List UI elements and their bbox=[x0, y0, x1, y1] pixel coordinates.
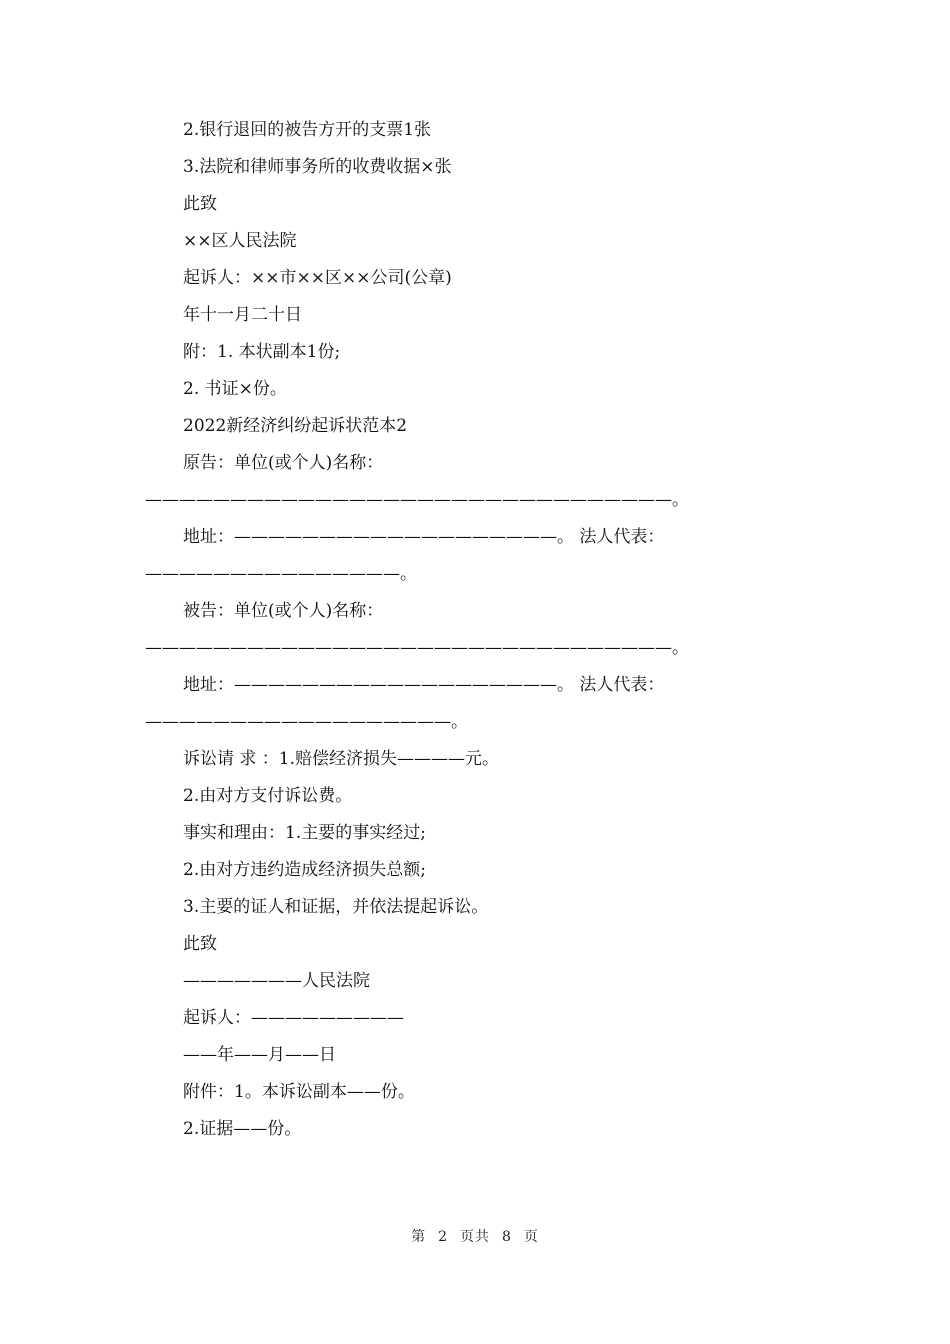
defendant-name-field: 被告：单位(或个人)名称：———————————————————————————————。 bbox=[145, 601, 689, 658]
attachment-line-3: 3.法院和律师事务所的收费收据×张 bbox=[183, 157, 452, 177]
facts-line-2: 2.由对方违约造成经济损失总额; bbox=[183, 860, 426, 880]
attachment-blank-1: 附件：1。本诉讼副本——份。 bbox=[183, 1082, 415, 1102]
court-name: ××区人民法院 bbox=[183, 231, 297, 251]
claim-line-1: 诉讼请 求 ：1.赔偿经济损失————元。 bbox=[183, 749, 500, 769]
claim-line-2: 2.由对方支付诉讼费。 bbox=[183, 786, 353, 806]
document-body bbox=[145, 112, 810, 1148]
page-footer bbox=[0, 1226, 950, 1246]
footer-total-pages: 8 bbox=[502, 1229, 512, 1245]
footer-middle: 页共 bbox=[460, 1229, 490, 1245]
footer-page-number: 2 bbox=[438, 1229, 448, 1245]
salutation: 此致 bbox=[183, 194, 217, 214]
footer-prefix: 第 bbox=[411, 1229, 427, 1245]
appendix-line-2: 2. 书证×份。 bbox=[183, 379, 287, 399]
plaintiff-signature-blank: 起诉人：————————— bbox=[183, 1008, 404, 1028]
facts-line-1: 事实和理由：1.主要的事实经过; bbox=[183, 823, 426, 843]
plaintiff-address-field: 地址：———————————————————。 法人代表：———————————————。 bbox=[145, 527, 665, 584]
court-name-blank: ———————人民法院 bbox=[183, 971, 370, 991]
section-heading: 2022新经济纠纷起诉状范本2 bbox=[183, 416, 408, 436]
attachment-line-2: 2.银行退回的被告方开的支票1张 bbox=[183, 120, 432, 140]
date-line: 年十一月二十日 bbox=[183, 305, 302, 325]
appendix-line-1: 附：1. 本状副本1份; bbox=[183, 342, 341, 362]
plaintiff-signature: 起诉人：××市××区××公司(公章) bbox=[183, 268, 452, 288]
defendant-address-field: 地址：———————————————————。 法人代表：——————————————————。 bbox=[145, 675, 665, 732]
attachment-blank-2: 2.证据——份。 bbox=[183, 1119, 302, 1139]
footer-suffix: 页 bbox=[523, 1229, 539, 1245]
date-line-blank: ——年——月——日 bbox=[183, 1045, 336, 1065]
facts-line-3: 3.主要的证人和证据，并依法提起诉讼。 bbox=[183, 897, 489, 917]
salutation-2: 此致 bbox=[183, 934, 217, 954]
plaintiff-name-field: 原告：单位(或个人)名称：———————————————————————————————。 bbox=[145, 453, 689, 510]
